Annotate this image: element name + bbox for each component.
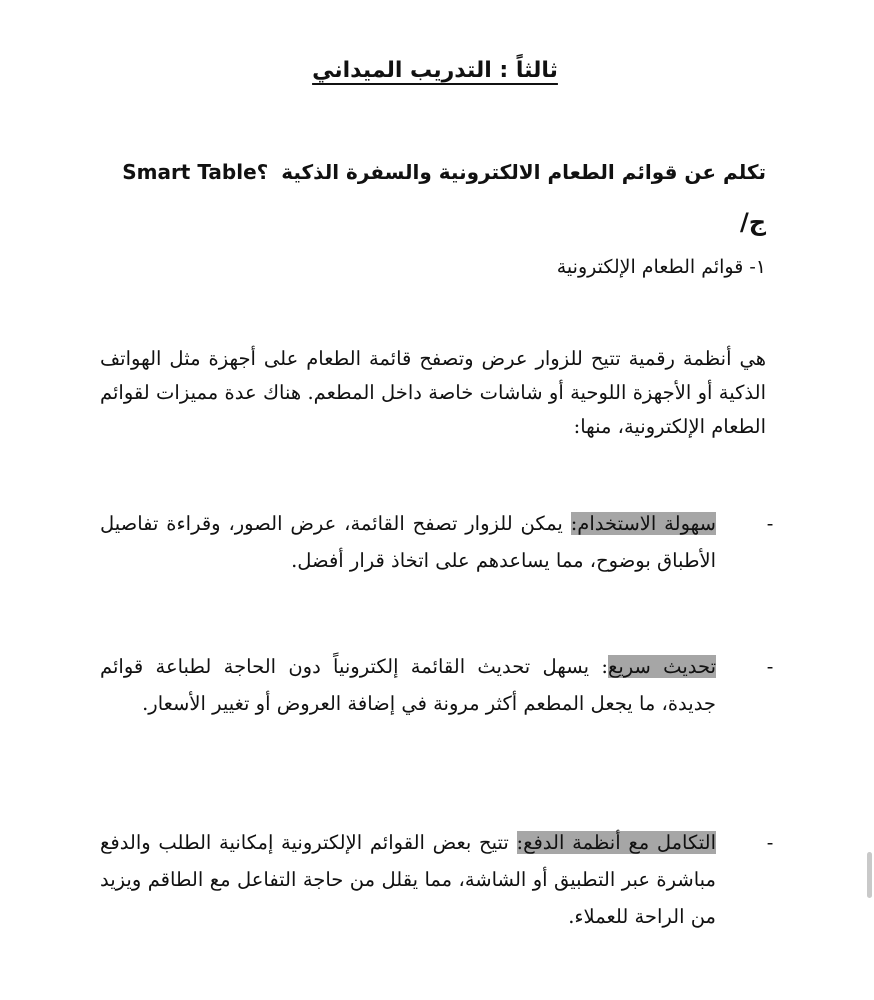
question-line (122, 160, 766, 184)
bullet-text (100, 505, 716, 579)
bullet-marker: - (766, 831, 774, 854)
bullet-body: يمكن للزوار تصفح القائمة، عرض الصور، وقراءة تفاصيل الأطباق بوضوح، مما يساعدهم على اتخاذ قرار أفضل. (100, 512, 716, 572)
highlighted-term: تحديث سريع (607, 655, 716, 678)
scrollbar-thumb[interactable] (867, 852, 872, 898)
vertical-scrollbar[interactable] (864, 0, 874, 1000)
bullet-text (100, 648, 716, 722)
bullet-marker: - (766, 655, 774, 678)
question-text: تكلم عن قوائم الطعام الالكترونية والسفرة الذكية (281, 160, 766, 184)
section-title: ثالثاً : التدريب الميداني (312, 58, 558, 83)
highlighted-term: سهولة الاستخدام: (570, 512, 716, 535)
intro-paragraph: هي أنظمة رقمية تتيح للزوار عرض وتصفح قائمة الطعام على أجهزة مثل الهواتف الذكية أو الأجهزة اللوحية أو شاشات خاصة داخل المطعم. هناك عدة مميزات لقوائم الطعام الإلكترونية، منها: (100, 347, 766, 438)
bullet-text (100, 824, 716, 935)
bullet-body: : يسهل تحديث القائمة إلكترونياً دون الحاجة لطباعة قوائم جديدة، ما يجعل المطعم أكثر مرونة في إضافة العروض أو تغيير الأسعار. (100, 655, 716, 715)
bullet-body: تتيح بعض القوائم الإلكترونية إمكانية الطلب والدفع مباشرة عبر التطبيق أو الشاشة، مما يقلل من حاجة التفاعل مع الطاقم ويزيد من الراحة للعملاء. (100, 831, 716, 928)
question-english-term: Smart Table؟ (122, 160, 269, 184)
answer-mark: ج/ (739, 208, 766, 236)
subheading: ١- قوائم الطعام الإلكترونية (556, 256, 766, 278)
bullet-marker: - (766, 512, 774, 535)
highlighted-term: التكامل مع أنظمة الدفع: (516, 831, 716, 854)
